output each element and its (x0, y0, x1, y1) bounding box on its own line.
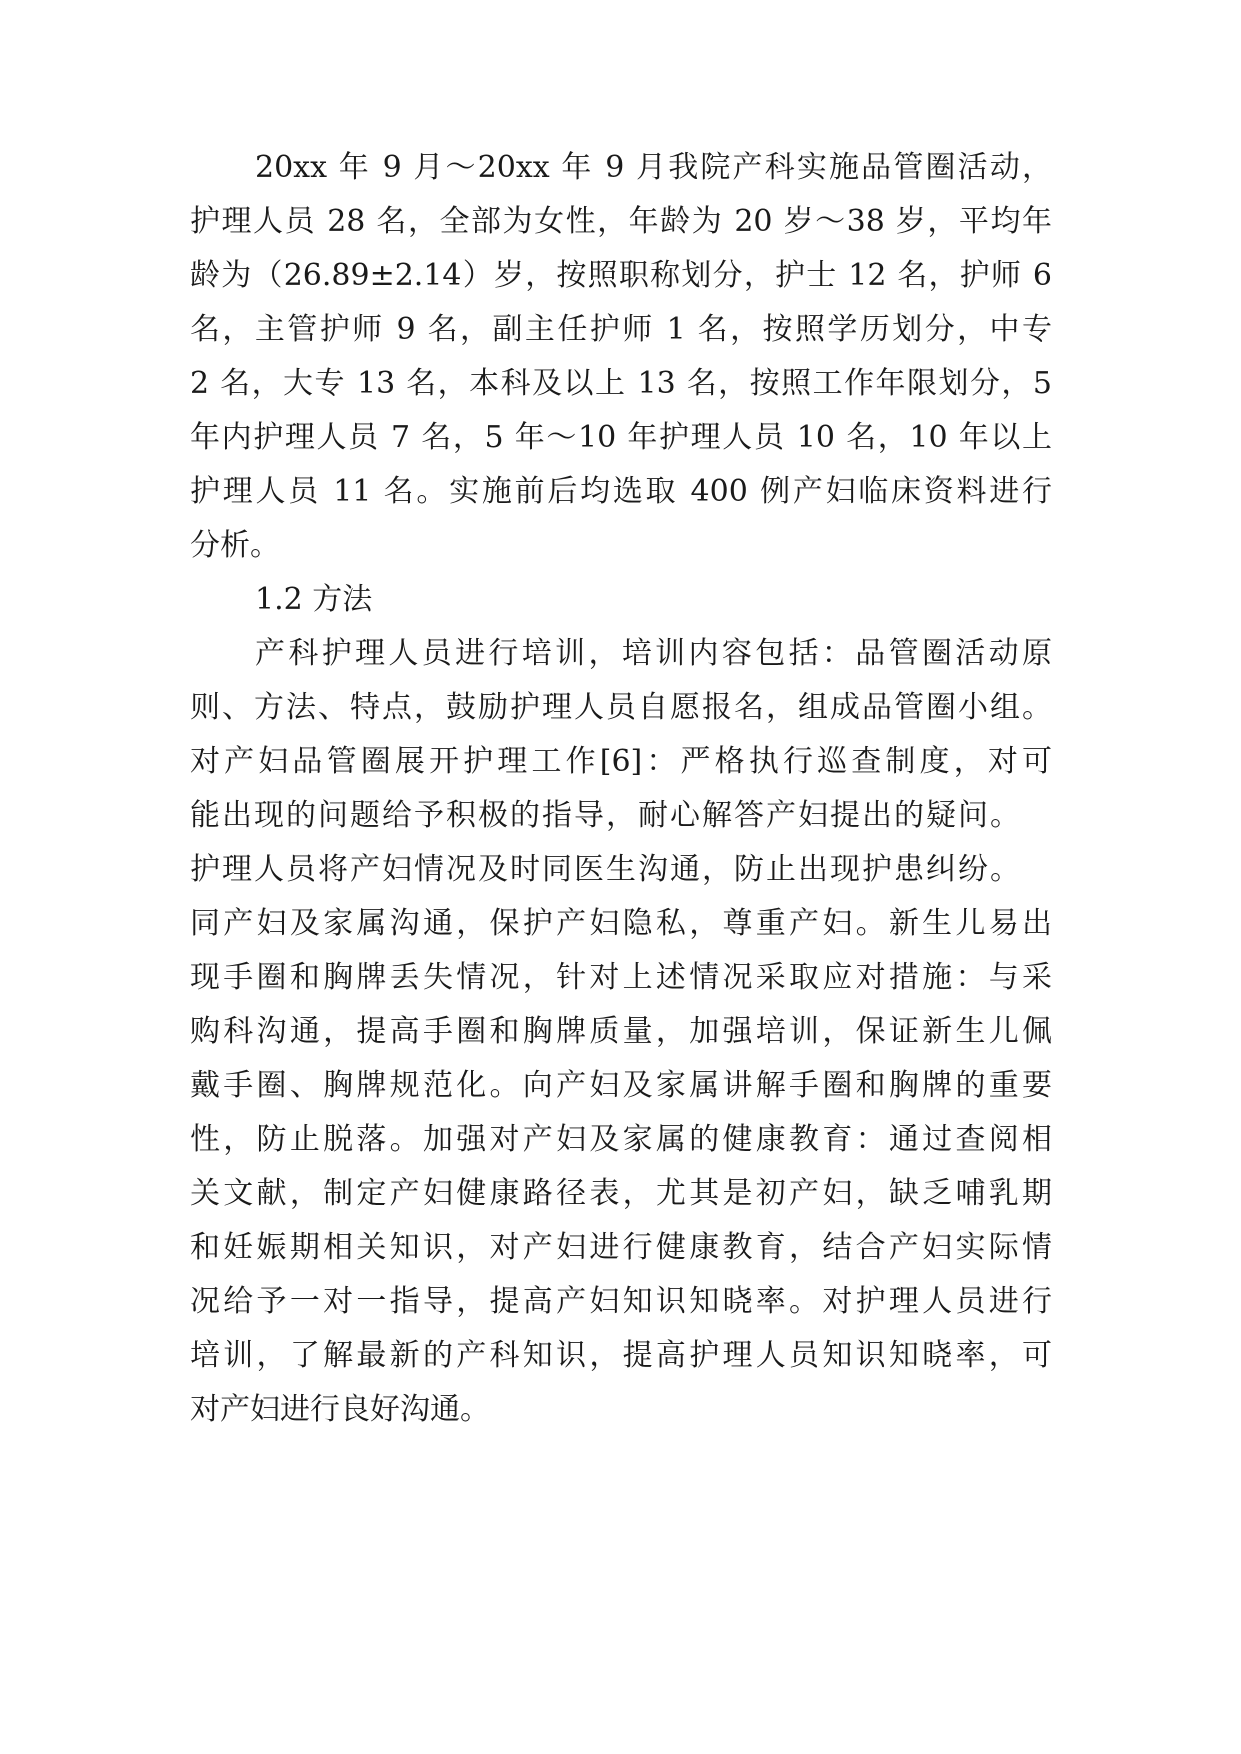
text-line: 现手圈和胸牌丢失情况，针对上述情况采取应对措施：与采 (190, 960, 1052, 995)
text-line: 名，主管护师 9 名，副主任护师 1 名，按照学历划分，中专 (190, 312, 1052, 347)
text-line: 对产妇进行良好沟通。 (190, 1392, 490, 1427)
text-line: 20xx 年 9 月～20xx 年 9 月我院产科实施品管圈活动， (255, 150, 1052, 185)
text-line: 年内护理人员 7 名，5 年～10 年护理人员 10 名，10 年以上 (190, 420, 1052, 455)
text-line: 购科沟通，提高手圈和胸牌质量，加强培训，保证新生儿佩 (190, 1014, 1052, 1049)
text-line: 同产妇及家属沟通，保护产妇隐私，尊重产妇。新生儿易出 (190, 906, 1052, 941)
text-line: 分析。 (190, 528, 280, 563)
text-line: 龄为（26.89±2.14）岁，按照职称划分，护士 12 名，护师 6 (190, 258, 1052, 293)
text-line: 护理人员 11 名。实施前后均选取 400 例产妇临床资料进行 (190, 474, 1052, 509)
text-line: 能出现的问题给予积极的指导，耐心解答产妇提出的疑问。 (190, 798, 1022, 833)
text-line: 对产妇品管圈展开护理工作[6]：严格执行巡查制度，对可 (190, 744, 1052, 779)
text-line: 戴手圈、胸牌规范化。向产妇及家属讲解手圈和胸牌的重要 (190, 1068, 1052, 1103)
text-line: 护理人员将产妇情况及时同医生沟通，防止出现护患纠纷。 (190, 852, 1022, 887)
text-line: 和妊娠期相关知识，对产妇进行健康教育，结合产妇实际情 (190, 1230, 1052, 1265)
text-line: 则、方法、特点，鼓励护理人员自愿报名，组成品管圈小组。 (190, 690, 1054, 725)
text-line: 关文献，制定产妇健康路径表，尤其是初产妇，缺乏哺乳期 (190, 1176, 1052, 1211)
text-line: 培训，了解最新的产科知识，提高护理人员知识知晓率，可 (190, 1338, 1052, 1373)
text-line: 性，防止脱落。加强对产妇及家属的健康教育：通过查阅相 (190, 1122, 1052, 1157)
text-line: 2 名，大专 13 名，本科及以上 13 名，按照工作年限划分，5 (190, 366, 1052, 401)
text-line: 产科护理人员进行培训，培训内容包括：品管圈活动原 (255, 636, 1052, 671)
text-line: 护理人员 28 名，全部为女性，年龄为 20 岁～38 岁，平均年 (190, 204, 1052, 239)
section-heading: 1.2 方法 (255, 582, 373, 617)
text-line: 况给予一对一指导，提高产妇知识知晓率。对护理人员进行 (190, 1284, 1052, 1319)
